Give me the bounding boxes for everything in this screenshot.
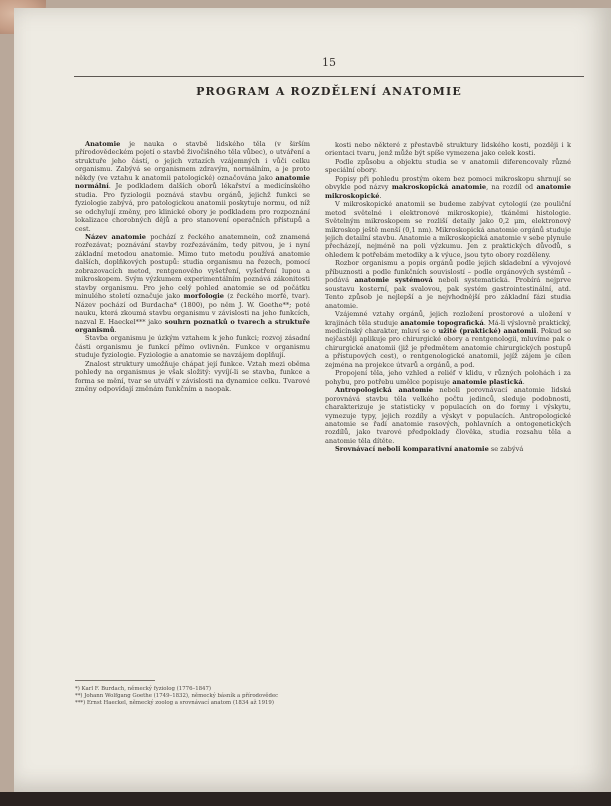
dark-background-strip xyxy=(0,792,611,806)
bold-term: souhrn poznatků o tvarech a struktuře organismů xyxy=(75,317,310,334)
paragraph: Propojení těla, jeho vzhled a reliéf v klidu, v různých polohách i za pohybu, pro potřebu umělce popisuje anatomie plastická. xyxy=(325,369,571,386)
paragraph: Název anatomie pochází z řeckého anatemnein, což znamená rozřezávat; poznávání stavby rozřezáváním, tedy pitvou, je i nyní základní metodou anatomie. Mimo tuto metodu používá anatomie dalších, doplňkových postupů: studia organismu na řezech, pomocí zobrazovacích metod, rentgenového vyšetření, vyšetření lupou a mikroskopem. Svým výzkumem experimentálním poznává zákonitosti stavby organismu. Pro jeho celý pohled anatomie se od počátku minulého století označuje jako morfologie (z řeckého morfé, tvar). Název pochází od Burdacha* (1800), po něm J. W. Goethe**; poté nauku, která zkoumá stavbu organismu v závislosti na jeho funkcích, nazval E. Haeckel*** jako souhrn poznatků o tvarech a struktuře organismů. xyxy=(75,232,310,334)
bold-term: užité (praktické) anatomii xyxy=(435,326,537,335)
paragraph: Rozbor organismu a popis orgánů podle jejich skladební a vývojové příbuznosti a podle funkčních souvislostí – podle orgánových systémů – podává anatomie systémová neboli systematická. Probírá nejprve soustavu kosterní, pak svalovou, pak systém gastrointestinální, atd. Tento způsob je nejlepší a je nejvhodnější pro základní fázi studia anatomie. xyxy=(325,259,571,310)
paragraph: Antropologická anatomie neboli porovnávací anatomie lidská porovnává stavbu těla velkého počtu jedinců, sleduje podobnosti, charakterizuje je statisticky v populacích on do formy i výskytu, vymezuje typy, jejich rozdíly a výskyt v populacích. Antropologické anatomie se řadí anatomie rasových, pohlavních a ontogenetických rozdílů, jako tvarové předpoklady člověka, studia rozsahu těla a anatomie těla dítěte. xyxy=(325,386,571,445)
paragraph: V mikroskopické anatomii se budeme zabývat cytologií (ze pouliční metod světelné i elektronové mikroskopie), tkáněmi histologie. Světelným mikroskopem se rozliší detaily jako 0,2 μm, elektronový mikroskop ještě menší (0,1 nm). Mikroskopická anatomie orgánů studuje jejich detailní stavbu. Anatomie a mikroskopická anatomie v sebe plynule přecházejí, nejméně na poli výzkumu. Jen z praktických důvodů, s ohledem k potřebám metodiky a k výuce, jsou tyto obory rozděleny. xyxy=(325,200,571,259)
paragraph: Podle způsobu a objektu studia se v anatomii diferencovaly různé speciální obory. xyxy=(325,157,571,175)
bold-term: anatomie mikroskopické xyxy=(325,183,571,200)
bold-term: anatomie systémová xyxy=(349,276,433,285)
bold-term: makroskopická anatomie xyxy=(388,183,487,192)
paragraph: Srovnávací neboli komparativní anatomie se zabývá xyxy=(335,445,524,454)
right-column xyxy=(325,141,571,753)
bold-term: anatomie plastická xyxy=(450,377,523,386)
bold-term: Anatomie xyxy=(85,140,121,148)
footnote: **) Johann Wolfgang Goethe (1749–1832), německý básník a přírodovědec xyxy=(75,693,279,700)
footnote: ***) Ernst Haeckel, německý zoolog a srovnávací anatom (1834 až 1919) xyxy=(75,700,274,707)
paragraph: Stavba organismu je úzkým vztahem k jeho funkci; rozvoj zásadní části organismu je funkcí přímo ovlivněn. Funkce v organismu studuje fyziologie. Fyziologie a anatomie se navzájem doplňují. xyxy=(75,334,310,360)
bold-term: anatomie normální xyxy=(75,173,310,191)
bold-term: Název anatomie xyxy=(85,232,146,241)
paragraph: kosti nebo některé z přestavbě struktury lidského kosti, později i k orientaci tvaru, jenž může být spíše vymezena jako celek kosti. xyxy=(325,141,571,158)
bold-term: Antropologická anatomie xyxy=(335,386,433,395)
paragraph: Vzájemné vztahy orgánů, jejich rozložení prostorové a uložení v krajinách těla studuje anatomie topografická. Má-li výslovně praktický, medicínský charakter, mluví se o užité (praktické) anatomii. Pokud se nejčastěji aplikuje pro chirurgické obory a rentgenologii, mluvíme pak o chirurgické anatomii (již je předmětem anatomie chirurgických postupů a přístupových cest), o rentgenologické anatomii, jejíž zájem je cílen zejména na projekce útvarů a orgánů, a pod. xyxy=(325,310,571,369)
bold-term: morfologie xyxy=(180,292,224,301)
chapter-title: PROGRAM A ROZDĚLENÍ ANATOMIE xyxy=(196,85,462,98)
bold-term: anatomie topografická xyxy=(398,318,484,327)
paragraph: Popisy při pohledu prostým okem bez pomoci mikroskopu shrnují se obvykle pod názvy makroskopická anatomie, na rozdíl od anatomie mikroskopické. xyxy=(325,174,571,200)
page-number: 15 xyxy=(322,56,336,69)
bold-term: Srovnávací neboli komparativní anatomie xyxy=(335,445,489,454)
book-page xyxy=(14,8,611,792)
footnotes xyxy=(75,680,315,708)
header-rule xyxy=(74,76,584,77)
left-column xyxy=(75,140,310,680)
footnote-rule xyxy=(75,680,155,681)
footnote: *) Karl F. Burdach, německý fyziolog (1776–1847) xyxy=(75,686,212,692)
paragraph: Znalost struktury umožňuje chápat její funkce. Vztah mezi oběma pohledy na organismus je však složitý: vyvíjí-li se stavba, funkce a forma se mění, tvar se utváří v závislosti na dynamice celku. Tvarové změny odpovídají změnám funkčním a naopak. xyxy=(75,359,310,394)
paragraph: Anatomie je nauka o stavbě lidského těla (v širším přírodovědeckém pojetí o stavbě živočišného těla vůbec), o utváření a struktuře jeho částí, o jejich vztazích vzájemných i vůči celku organismu. Zabývá se organismem zdravým, normálním, a je proto někdy (ve vztahu k anatomii patologické) označována jako anatomie normální. Je podkladem dalších oborů lékařství a medicínského studia. Pro fyziologii poznává stavbu orgánů, jejichž funkci se fyziologie zabývá, pro patologickou anatomii poskytuje normu, od níž se odchylují změny, pro klinické obory je podkladem pro rozpoznání lokalizace chorobných dějů a pro stanovení operačních přístupů a cest. xyxy=(75,140,310,233)
